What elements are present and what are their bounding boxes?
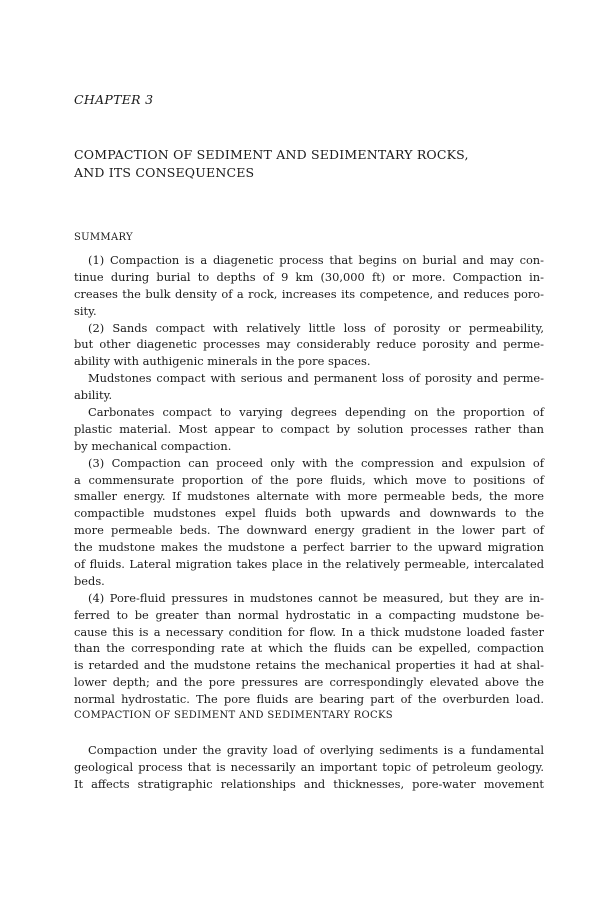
text-line: Compaction under the gravity load of overlying sediments is a fundamental — [88, 743, 544, 757]
text-line: compactible mudstones expel fluids both upwards and downwards to the — [74, 506, 544, 521]
text-line: beds. — [74, 573, 105, 588]
text-line: geological process that is necessarily an important topic of petroleum geology. — [74, 759, 544, 774]
text-line: It affects stratigraphic relationships and thicknesses, pore-water movement — [74, 776, 544, 791]
text-line: normal hydrostatic. The pore fluids are bearing part of the overburden load. — [74, 692, 544, 707]
chapter-label: CHAPTER 3 — [74, 92, 154, 107]
text-line: creases the bulk density of a rock, increases its competence, and reduces poro- — [74, 286, 544, 301]
text-line: cause this is a necessary condition for flow. In a thick mudstone loaded faster — [74, 624, 544, 639]
summary-heading: SUMMARY — [74, 232, 133, 243]
chapter-title-line: COMPACTION OF SEDIMENT AND SEDIMENTARY ROCKS, — [74, 147, 469, 162]
text-line: (4) Pore-fluid pressures in mudstones cannot be measured, but they are in- — [88, 590, 544, 605]
chapter-title-line: AND ITS CONSEQUENCES — [74, 165, 255, 180]
text-line: Carbonates compact to varying degrees depending on the proportion of — [88, 405, 544, 420]
text-line: a commensurate proportion of the pore fluids, which move to positions of — [74, 472, 544, 487]
text-line: lower depth; and the pore pressures are correspondingly elevated above the — [74, 675, 544, 690]
text-line: Mudstones compact with serious and permanent loss of porosity and perme- — [88, 371, 544, 386]
text-line: plastic material. Most appear to compact by solution processes rather than — [74, 421, 544, 436]
text-line: is retarded and the mudstone retains the mechanical properties it had at shal- — [74, 658, 544, 673]
text-line: ability. — [74, 388, 113, 403]
text-line: tinue during burial to depths of 9 km (30,000 ft) or more. Compaction in- — [74, 269, 544, 284]
text-line: ferred to be greater than normal hydrostatic in a compacting mudstone be- — [74, 607, 544, 622]
text-line: ability with authigenic minerals in the pore spaces. — [74, 354, 371, 369]
text-line: than the corresponding rate at which the fluids can be expelled, compaction — [74, 641, 544, 656]
text-line: (3) Compaction can proceed only with the compression and expulsion of — [88, 455, 544, 470]
text-line: more permeable beds. The downward energy gradient in the lower part of — [74, 523, 544, 538]
text-line: sity. — [74, 303, 97, 318]
chapter-title — [74, 146, 469, 182]
section-text — [74, 742, 544, 793]
text-line: (1) Compaction is a diagenetic process that begins on burial and may con- — [88, 253, 544, 267]
text-line: but other diagenetic processes may considerably reduce porosity and perme- — [74, 337, 544, 352]
text-line: of fluids. Lateral migration takes place in the relatively permeable, intercalated — [74, 557, 544, 572]
text-line: by mechanical compaction. — [74, 438, 232, 453]
text-line: the mudstone makes the mudstone a perfect barrier to the upward migration — [74, 540, 544, 555]
section-heading: COMPACTION OF SEDIMENT AND SEDIMENTARY ROCKS — [74, 710, 393, 721]
text-line: smaller energy. If mudstones alternate with more permeable beds, the more — [74, 489, 544, 504]
text-line: (2) Sands compact with relatively little loss of porosity or permeability, — [88, 320, 544, 335]
summary-text — [74, 252, 544, 708]
